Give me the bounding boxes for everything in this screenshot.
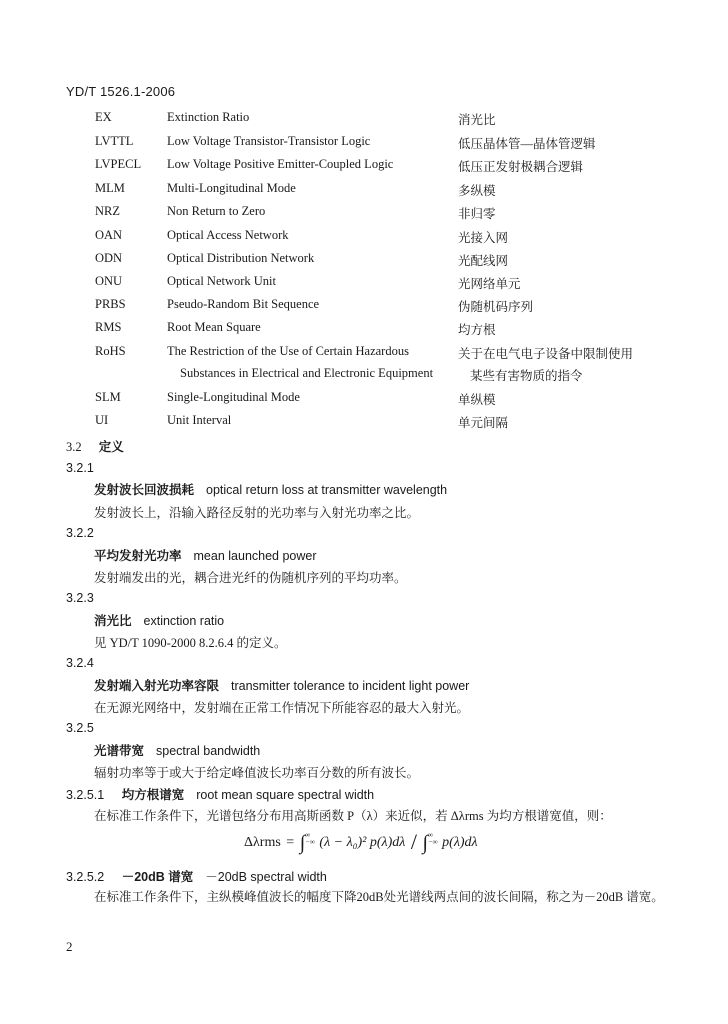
integral-lower-limit: −∞	[305, 838, 315, 846]
integral-limits	[305, 832, 315, 846]
term-3-2-5	[94, 741, 260, 759]
term-zh: －20dB 谱宽	[121, 870, 194, 884]
term-en: extinction ratio	[143, 614, 225, 628]
def-text-3-2-2: 发射端发出的光，耦合进光纤的伪随机序列的平均功率。	[94, 571, 407, 585]
section-heading	[66, 437, 124, 455]
abbreviation-chinese: 非归零	[458, 207, 496, 221]
abbreviation-chinese: 光配线网	[458, 254, 509, 268]
def-text-3-2-1: 发射波长上，沿输入路径反射的光功率与入射光功率之比。	[94, 506, 420, 520]
term-zh: 光谱带宽	[94, 744, 145, 758]
def-text-3-2-5-2: 在标准工作条件下，主纵模峰值波长的幅度下降20dB处光谱线两点间的波长间隔，称之为－20dB 谱宽。	[94, 890, 664, 904]
abbreviation-chinese: 消光比	[458, 113, 496, 127]
integral-icon: ∫	[422, 832, 428, 854]
abbreviation-code: RoHS	[95, 344, 126, 358]
abbreviation-row	[0, 320, 728, 340]
integral-lower-limit: −∞	[427, 838, 438, 846]
abbreviation-code: UI	[95, 413, 109, 427]
abbreviation-code: SLM	[95, 390, 121, 404]
abbreviation-chinese: 某些有害物质的指令	[470, 369, 583, 383]
term-zh: 平均发射光功率	[94, 549, 182, 563]
abbreviation-row	[0, 181, 728, 201]
abbreviation-chinese: 低压正发射极耦合逻辑	[458, 160, 584, 174]
abbreviation-code: LVTTL	[95, 134, 134, 148]
abbreviation-english: Optical Network Unit	[167, 274, 277, 288]
def-number-3-2-2: 3.2.2	[66, 526, 94, 540]
term-3-2-5-1	[66, 785, 374, 803]
abbreviation-code: RMS	[95, 320, 122, 334]
abbreviation-english: Non Return to Zero	[167, 204, 266, 218]
def-number-3-2-5-2: 3.2.5.2	[66, 870, 105, 884]
section-number: 3.2	[66, 440, 82, 454]
abbreviation-chinese: 单纵模	[458, 393, 496, 407]
def-number-3-2-4: 3.2.4	[66, 656, 94, 670]
term-3-2-4	[94, 676, 469, 694]
abbreviation-english: Root Mean Square	[167, 320, 261, 334]
abbreviation-english: Optical Distribution Network	[167, 251, 315, 265]
abbreviation-row	[0, 390, 728, 410]
abbreviation-english: Multi-Longitudinal Mode	[167, 181, 296, 195]
abbreviation-code: ONU	[95, 274, 123, 288]
abbreviation-row	[0, 366, 728, 386]
standard-number: YD/T 1526.1-2006	[66, 84, 176, 99]
def-number-3-2-1: 3.2.1	[66, 461, 94, 475]
rms-width-formula	[244, 829, 478, 855]
abbreviation-chinese: 均方根	[458, 323, 496, 337]
integral-upper-limit: ∞	[427, 831, 433, 839]
term-en: transmitter tolerance to incident light power	[231, 679, 470, 693]
term-zh: 发射波长回波损耗	[94, 483, 195, 497]
abbreviation-code: EX	[95, 110, 112, 124]
abbreviation-chinese: 光网络单元	[458, 277, 521, 291]
abbreviation-code: OAN	[95, 228, 123, 242]
formula-integrand: (λ − λ₀)² p(λ)dλ	[319, 835, 406, 850]
term-zh: 均方根谱宽	[121, 788, 185, 802]
abbreviation-english: Extinction Ratio	[167, 110, 250, 124]
integral-icon: ∫	[299, 832, 306, 854]
term-en: －20dB spectral width	[205, 870, 327, 884]
integral-upper-limit: ∞	[305, 831, 311, 839]
abbreviation-row	[0, 344, 728, 364]
abbreviation-english: Single-Longitudinal Mode	[167, 390, 300, 404]
abbreviation-english: Unit Interval	[167, 413, 232, 427]
def-text-3-2-4: 在无源光网络中，发射端在正常工作情况下所能容忍的最大入射光。	[94, 701, 470, 715]
abbreviation-code: MLM	[95, 181, 125, 195]
term-en: mean launched power	[193, 549, 317, 563]
def-number-3-2-5-1: 3.2.5.1	[66, 788, 105, 802]
term-3-2-2	[94, 546, 317, 564]
abbreviation-chinese: 关于在电气电子设备中限制使用	[458, 347, 634, 361]
abbreviation-english: Low Voltage Transistor-Transistor Logic	[167, 134, 371, 148]
abbreviation-row	[0, 251, 728, 271]
page-number: 2	[66, 939, 73, 954]
def-text-3-2-5-1: 在标准工作条件下，光谱包络分布用高斯函数 P（λ）来近似，若 Δλrms 为均方根谱宽值，则：	[94, 809, 612, 823]
term-3-2-3	[94, 611, 224, 629]
abbreviation-row	[0, 413, 728, 433]
abbreviation-row	[0, 134, 728, 154]
formula-equals: =	[286, 835, 295, 850]
section-title: 定义	[98, 440, 124, 454]
formula-slash: /	[410, 829, 417, 854]
term-zh: 发射端入射光功率容限	[94, 679, 220, 693]
abbreviation-code: PRBS	[95, 297, 126, 311]
term-en: optical return loss at transmitter wavelength	[206, 483, 448, 497]
abbreviation-row	[0, 204, 728, 224]
abbreviation-chinese: 单元间隔	[458, 416, 509, 430]
formula-denominator: p(λ)dλ	[442, 835, 478, 850]
abbreviation-english: Low Voltage Positive Emitter-Coupled Logic	[167, 157, 394, 171]
abbreviation-row	[0, 297, 728, 317]
abbreviation-chinese: 低压晶体管—晶体管逻辑	[458, 137, 596, 151]
def-text-3-2-5: 辐射功率等于或大于给定峰值波长功率百分数的所有波长。	[94, 766, 420, 780]
formula-lhs: Δλrms	[244, 835, 281, 850]
def-text-3-2-3: 见 YD/T 1090-2000 8.2.6.4 的定义。	[94, 636, 287, 650]
term-zh: 消光比	[94, 614, 132, 628]
term-en: root mean square spectral width	[196, 788, 375, 802]
abbreviation-row	[0, 110, 728, 130]
abbreviation-code: NRZ	[95, 204, 120, 218]
abbreviation-row	[0, 274, 728, 294]
abbreviation-chinese: 多纵模	[458, 184, 496, 198]
abbreviation-english: The Restriction of the Use of Certain Hazardous	[167, 344, 409, 358]
term-3-2-1	[94, 480, 447, 498]
term-3-2-5-2	[66, 867, 327, 885]
integral-limits	[428, 832, 438, 846]
term-en: spectral bandwidth	[156, 744, 261, 758]
abbreviation-english: Substances in Electrical and Electronic Equipment	[180, 366, 434, 380]
abbreviation-row	[0, 228, 728, 248]
abbreviation-chinese: 伪随机码序列	[458, 300, 534, 314]
abbreviation-code: LVPECL	[95, 157, 142, 171]
abbreviation-english: Optical Access Network	[167, 228, 289, 242]
abbreviation-code: ODN	[95, 251, 123, 265]
def-number-3-2-3: 3.2.3	[66, 591, 94, 605]
def-number-3-2-5: 3.2.5	[66, 721, 94, 735]
abbreviation-english: Pseudo-Random Bit Sequence	[167, 297, 320, 311]
abbreviation-chinese: 光接入网	[458, 231, 509, 245]
abbreviation-row	[0, 157, 728, 177]
